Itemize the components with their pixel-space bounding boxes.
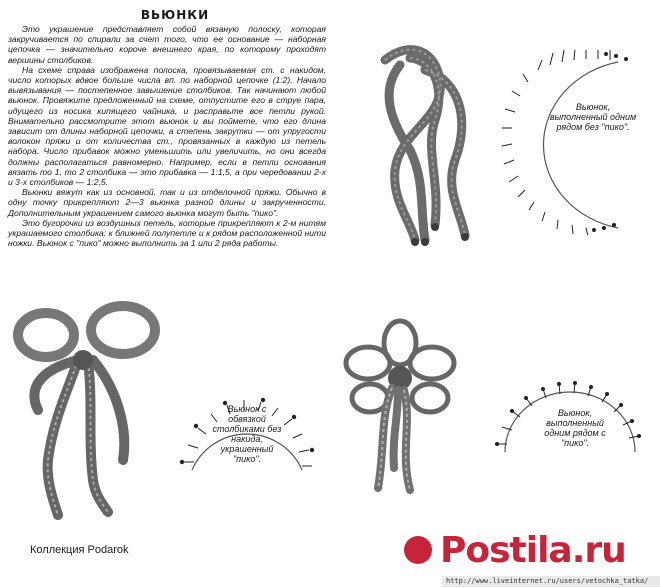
collection-caption: Коллекция Podarok xyxy=(30,544,129,556)
stitch-diagram-top-right xyxy=(498,50,658,235)
watermark-url: http://www.liveinternet.ru/users/vetochka_tatka/ xyxy=(442,576,660,587)
article-text xyxy=(8,24,326,248)
paragraph: Вьюнки вяжут как из основной, так и из отделочной пряжи. Обычно в одну точку прикрепляют 2—3 вьюнка разной длины и закрученности. Дополнительным украшением самого вьюнка могут быть "пико". xyxy=(8,187,326,218)
paragraph: На схеме справа изображена полоска, провязываемая ст. с накидом, число которых вдвое больше числа вп. по наборной цепочке (1:2). Начало вывязывания — постепенное завышение столбиков. Так начинают любой вьюнок. Провяжите предложенный на схеме, отпустите его в струе пара, идущего из носика кипящего чайника, и расправьте все петли рукой. Внимательно рассмотрите этот вьюнок и вы поймете, что его длина зависит от длины наборной цепочки, а степень закрутки — от упругости волокон пряжи и от количества ст., провязанных в каждую из петель набора. Число прибавок можно уменьшить или увеличить, но они всегда должны располагаться равномерно. Например, если в петли основания вязать то 1, то 2 столбика — это прибавка — 1:1,5, а при чередовании 2-х и 3-х столбиков — 1:2,5. xyxy=(8,64,326,188)
paragraph: Это украшение представляет собой вязаную полоску, которая закручивается по спирали за счет того, что ее основание — наборная цепочка — значительно короче внешнего края, по которому проходят вершины столбиков. xyxy=(8,24,326,65)
diagram-label-bottom-right: Вьюнок, выполненный одним рядом с "пико". xyxy=(544,408,606,448)
page-title: ВЬЮНКИ xyxy=(140,8,210,22)
spiral-curls-photo xyxy=(340,40,500,250)
paragraph: Это бугорочки из воздушных петель, которые прикрепляют к 2-м нитям украшаемого столбика: к ближней полупетле и к рядом расположенной нити ножки. Вьюнок с "пико" можно выполнить за 1 или 2 ряда работы. xyxy=(8,217,326,249)
watermark-brand: Postila.ru xyxy=(440,530,626,571)
flower-curls-photo xyxy=(330,318,470,498)
postila-logo-icon xyxy=(404,536,432,564)
diagram-label-top-right: Вьюнок, выполненный одним рядом без "пико". xyxy=(549,102,637,132)
diagram-label-bottom-middle: Вьюнок с обвязкой столбиками без накида, украшенный "пико". xyxy=(212,404,282,464)
bow-curls-photo xyxy=(8,300,168,530)
